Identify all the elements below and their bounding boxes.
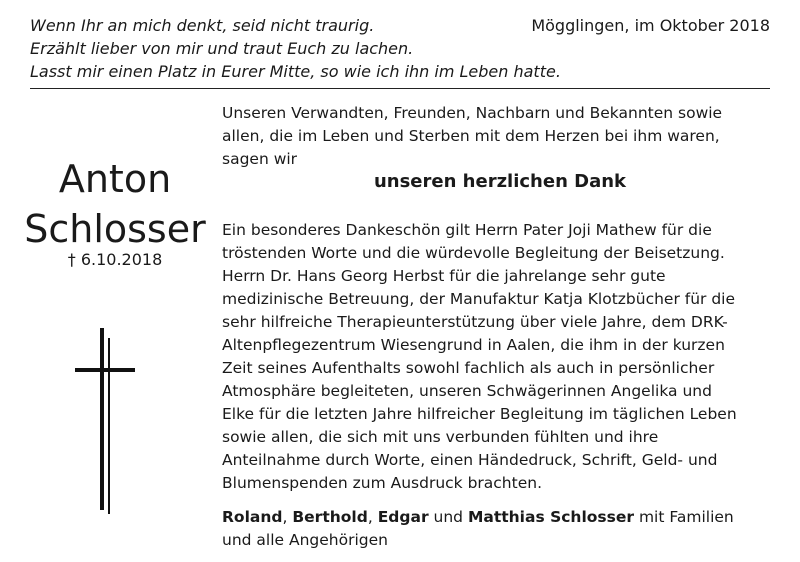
signature-line-2: und alle Angehörigen [222, 531, 388, 549]
death-date: † 6.10.2018 [67, 250, 163, 269]
body-line: Atmosphäre begleiteten, unseren Schwägerinnen Angelika und [222, 382, 712, 400]
signature-line-1 [222, 506, 778, 529]
signature-separator: und [428, 508, 468, 526]
place-date: Mögglingen, im Oktober 2018 [531, 16, 770, 35]
divider [30, 88, 770, 89]
poem [30, 14, 561, 83]
body-line: Ein besonderes Dankeschön gilt Herrn Pater Joji Mathew für die [222, 221, 712, 239]
body-line: Herrn Dr. Hans Georg Herbst für die jahrelange sehr gute [222, 267, 666, 285]
signature-separator: , [282, 508, 293, 526]
body-line: tröstenden Worte und die würdevolle Begleitung der Beisetzung. [222, 244, 725, 262]
thanks-heading: unseren herzlichen Dank [373, 171, 627, 192]
signature [222, 506, 778, 552]
signature-tail: mit Familien [634, 508, 734, 526]
body-text [222, 219, 778, 495]
intro-text [222, 102, 778, 171]
signer-name: Berthold [292, 508, 368, 526]
body-line: Elke für die letzten Jahre hilfreicher Begleitung im täglichen Leben [222, 405, 737, 423]
body-line: sehr hilfreiche Therapieunterstützung über viele Jahre, dem DRK- [222, 313, 728, 331]
body-line: Blumenspenden zum Ausdruck brachten. [222, 474, 542, 492]
intro-line: allen, die im Leben und Sterben mit dem Herzen bei ihm waren, [222, 127, 720, 145]
cross-horizontal-bar [75, 368, 135, 372]
signer-name: Roland [222, 508, 283, 526]
cross-vertical-line [108, 338, 110, 514]
body-line: Zeit seines Aufenthalts sowohl fachlich als auch in persönlicher [222, 359, 715, 377]
body-line: medizinische Betreuung, der Manufaktur Katja Klotzbücher für die [222, 290, 736, 308]
signature-separator: , [367, 508, 378, 526]
cross-vertical-bar [100, 328, 104, 510]
poem-line: Erzählt lieber von mir und traut Euch zu lachen. [30, 39, 414, 58]
deceased-last-name: Schlosser [24, 207, 206, 251]
body-line: sowie allen, die sich mit uns verbunden fühlten und ihre [222, 428, 659, 446]
body-line: Altenpflegezentrum Wiesengrund in Aalen, die ihm in der kurzen [222, 336, 725, 354]
intro-line: Unseren Verwandten, Freunden, Nachbarn und Bekannten sowie [222, 104, 723, 122]
deceased-first-name: Anton [58, 157, 172, 201]
intro-line: sagen wir [222, 150, 298, 168]
body-line: Anteilnahme durch Worte, einen Händedruck, Schrift, Geld- und [222, 451, 718, 469]
poem-line: Lasst mir einen Platz in Eurer Mitte, so wie ich ihn im Leben hatte. [30, 62, 561, 81]
poem-line: Wenn Ihr an mich denkt, seid nicht traurig. [30, 16, 375, 35]
signer-name: Edgar [377, 508, 429, 526]
signer-name: Matthias Schlosser [467, 508, 635, 526]
